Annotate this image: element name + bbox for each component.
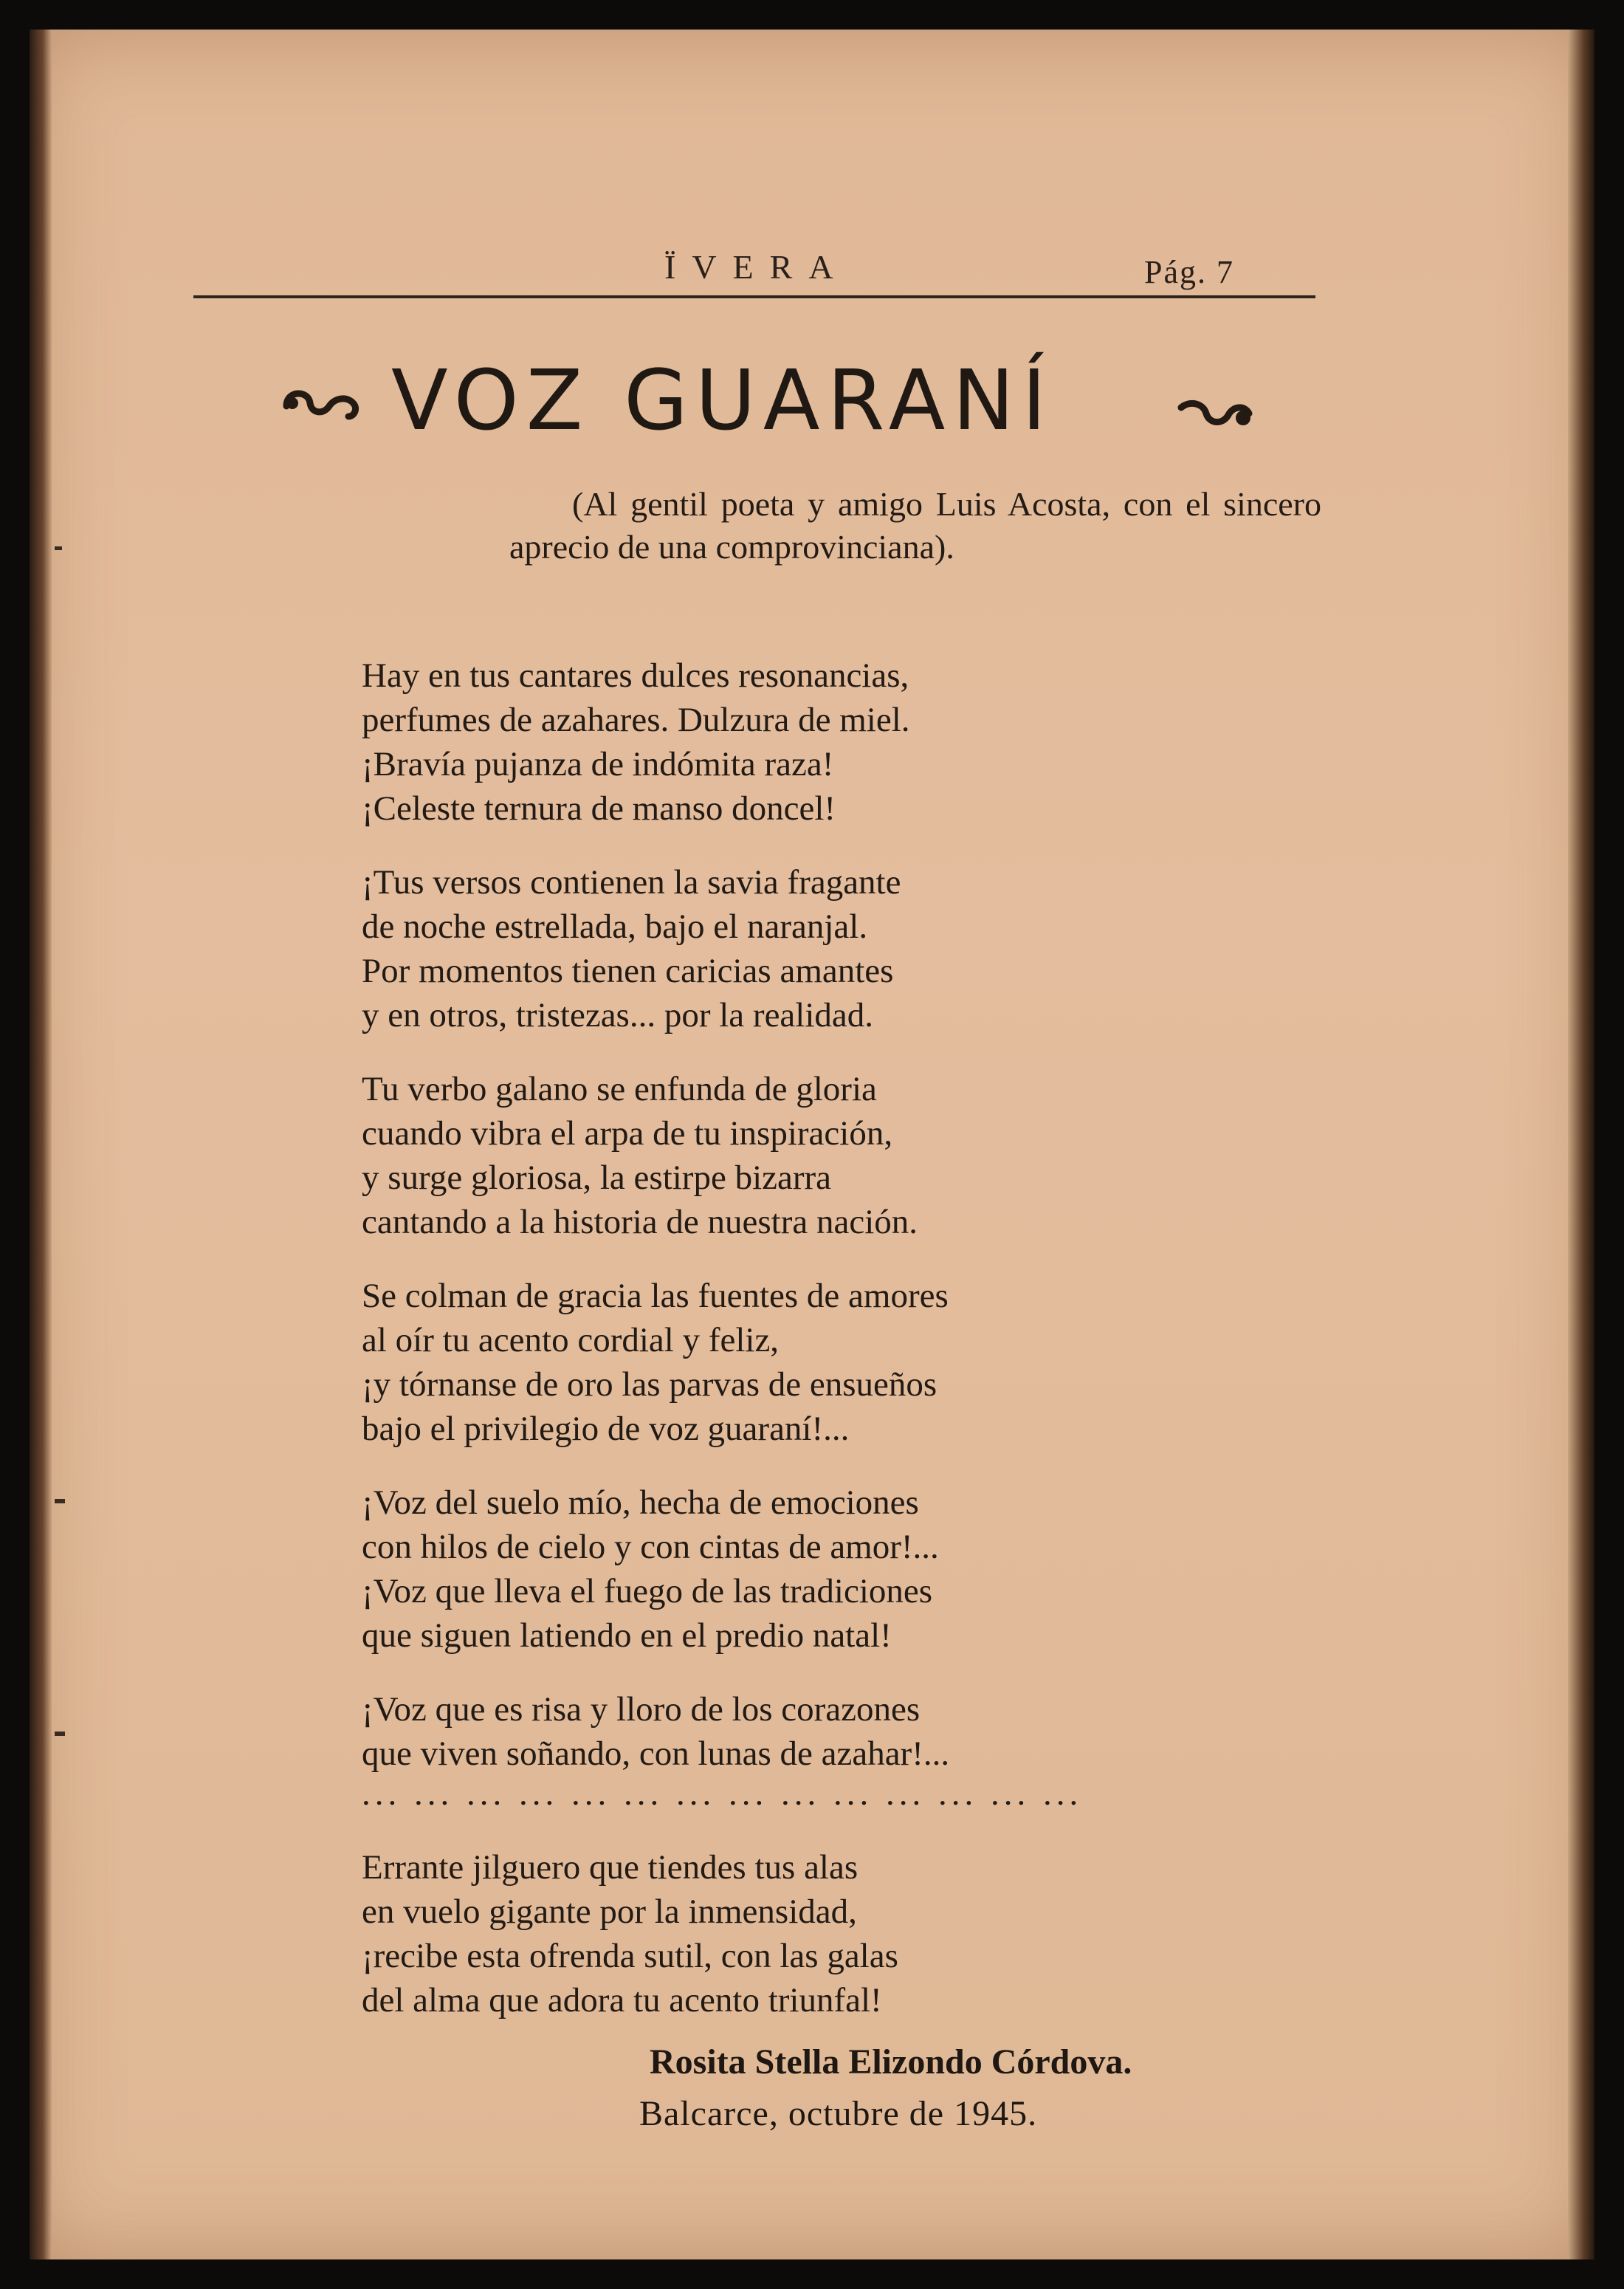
poem-line: ¡Celeste ternura de manso doncel! (362, 789, 836, 828)
binding-edge-left (30, 30, 52, 2259)
poem-line: ¡y tórnanse de oro las parvas de ensueños (362, 1365, 937, 1404)
poem-line: al oír tu acento cordial y feliz, (362, 1321, 780, 1359)
margin-tick (55, 1732, 65, 1736)
poem-line: ¡Voz que lleva el fuego de las tradiciones (362, 1572, 933, 1610)
title-row (251, 347, 1314, 458)
page-number: Pág. 7 (1144, 254, 1234, 290)
book-page (30, 30, 1594, 2259)
poem-line: cuando vibra el arpa de tu inspiración, (362, 1114, 893, 1153)
poem-line: ¡Voz que es risa y lloro de los corazones (362, 1690, 921, 1729)
poem-line: que viven soñando, con lunas de azahar!... (362, 1734, 950, 1773)
stanza (362, 1067, 1248, 1244)
poem-line: ¡Bravía pujanza de indómita raza! (362, 745, 834, 783)
poem-line: y surge gloriosa, la estirpe bizarra (362, 1159, 832, 1197)
poem-line: cantando a la historia de nuestra nación. (362, 1203, 918, 1241)
poem-line: Tu verbo galano se enfunda de gloria (362, 1070, 877, 1108)
stanza (362, 860, 1248, 1037)
header-rule (193, 295, 1315, 298)
poem-line: de noche estrellada, bajo el naranjal. (362, 907, 868, 946)
margin-tick (55, 1499, 65, 1503)
poem-line: ¡Tus versos contienen la savia fragante (362, 863, 901, 902)
poem-line: y en otros, tristezas... por la realidad. (362, 996, 874, 1034)
poem-line: en vuelo gigante por la inmensidad, (362, 1892, 857, 1931)
dedication: (Al gentil poeta y amigo Luis Acosta, con el sincero aprecio de una comprovinciana). (509, 485, 1321, 566)
poem-body (362, 653, 1248, 2052)
poem-title: VOZ GUARANÍ (391, 353, 1054, 449)
poem-line: ¡recibe esta ofrenda sutil, con las galas (362, 1937, 898, 1975)
stanza (362, 1687, 1248, 1816)
stanza (362, 1480, 1248, 1658)
margin-tick (55, 546, 62, 550)
place-date: Balcarce, octubre de 1945. (639, 2094, 1038, 2133)
author-signature: Rosita Stella Elizondo Córdova. (650, 2042, 1132, 2082)
stanza (362, 1845, 1248, 2022)
running-header-title: ÏVERA (664, 248, 850, 286)
poem-line: Hay en tus cantares dulces resonancias, (362, 656, 909, 695)
poem-line: que siguen latiendo en el predio natal! (362, 1616, 892, 1655)
poem-line: bajo el privilegio de voz guaraní!... (362, 1410, 850, 1448)
poem-line: Por momentos tienen caricias amantes (362, 952, 894, 990)
ornament-left-icon (281, 377, 362, 428)
poem-line: Errante jilguero que tiendes tus alas (362, 1848, 859, 1887)
ornament-right-icon (1174, 385, 1255, 437)
poem-line: con hilos de cielo y con cintas de amor!... (362, 1528, 939, 1566)
page-edge-right (1568, 30, 1594, 2259)
ellipsis-line: ... ... ... ... ... ... ... ... ... ... ... ... ... ... (362, 1774, 1083, 1813)
poem-line: del alma que adora tu acento triunfal! (362, 1981, 882, 2019)
stanza (362, 653, 1248, 831)
poem-line: Se colman de gracia las fuentes de amores (362, 1277, 949, 1315)
poem-line: perfumes de azahares. Dulzura de miel. (362, 701, 910, 739)
stanza (362, 1274, 1248, 1451)
poem-line: ¡Voz del suelo mío, hecha de emociones (362, 1483, 919, 1522)
